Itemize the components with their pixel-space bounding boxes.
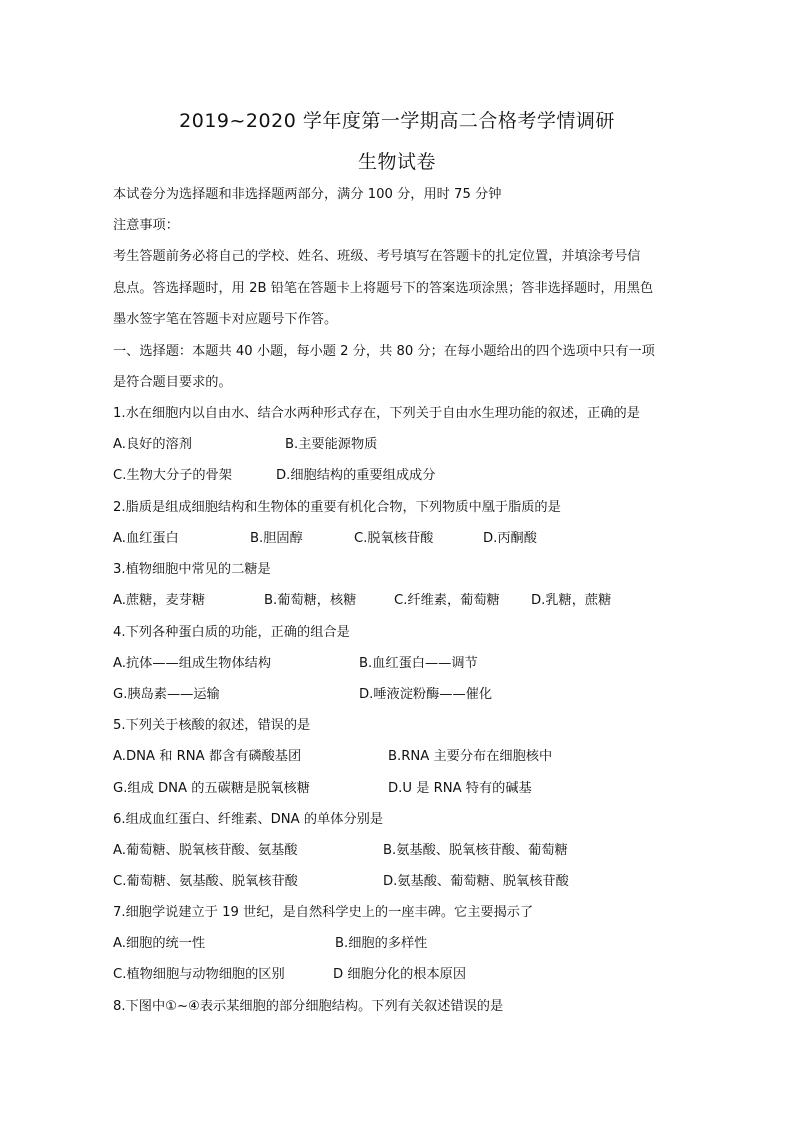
q2-option-b: B.胆固醇 [250, 531, 303, 546]
question-7-stem: 7.细胞学说建立于 19 世纪，是自然科学史上的一座丰碑。它主要揭示了 [113, 905, 534, 920]
section-heading-cont: 是符合题目要求的。 [113, 375, 232, 390]
q2-option-a: A.血红蛋白 [113, 531, 179, 546]
question-4-stem: 4.下列各种蛋白质的功能，正确的组合是 [113, 625, 350, 640]
q4-option-c: G.胰岛素——运输 [113, 687, 220, 702]
q5-option-a: A.DNA 和 RNA 都含有磷酸基团 [113, 749, 302, 764]
q4-option-d: D.唾液淀粉酶——催化 [359, 687, 493, 702]
notice-line: 息点。答选择题时，用 2B 铅笔在答题卡上将题号下的答案选项涂黑；答非选择题时，用黑色 [113, 281, 654, 296]
q3-option-d: D.乳糖，蔗糖 [531, 593, 612, 608]
q1-option-a: A.良好的溶剂 [113, 437, 192, 452]
q6-option-a: A.葡萄糖、脱氧核苷酸、氨基酸 [113, 843, 298, 858]
q6-option-c: C.葡萄糖、氨基酸、脱氧核苷酸 [113, 874, 298, 889]
q3-option-c: C.纤维素，葡萄糖 [394, 593, 500, 608]
exam-info: 本试卷分为选择题和非选择题两部分，满分 100 分，用时 75 分钟 [113, 187, 502, 202]
q6-option-b: B.氨基酸、脱氧核苷酸、葡萄糖 [383, 843, 568, 858]
section-heading: 一、选择题：本题共 40 小题，每小题 2 分，共 80 分；在每小题给出的四个选项中只有一项 [113, 344, 655, 359]
q5-option-d: D.U 是 RNA 特有的碱基 [388, 781, 532, 796]
q1-option-b: B.主要能源物质 [285, 437, 378, 452]
question-5-stem: 5.下列关于核酸的叙述，错误的是 [113, 718, 311, 733]
notice-heading: 注意事项： [113, 218, 179, 233]
q2-option-d: D.丙酮酸 [483, 531, 537, 546]
q7-option-b: B.细胞的多样性 [335, 936, 428, 951]
q7-option-a: A.细胞的统一性 [113, 936, 206, 951]
q5-option-b: B.RNA 主要分布在细胞核中 [388, 749, 553, 764]
q1-option-c: C.生物大分子的骨架 [113, 468, 232, 483]
question-2-stem: 2.脂质是组成细胞结构和生物体的重要有机化合物，下列物质中凰于脂质的是 [113, 500, 561, 515]
question-6-stem: 6.组成血红蛋白、纤维素、DNA 的单体分别是 [113, 812, 384, 827]
exam-title: 2019~2020 学年度第一学期高二合格考学情调研 [179, 110, 615, 132]
q6-option-d: D.氨基酸、葡萄糖、脱氧核苷酸 [383, 874, 569, 889]
q2-option-c: C.脱氧核苷酸 [354, 531, 434, 546]
q3-option-a: A.蔗糖，麦芽糖 [113, 593, 206, 608]
question-8-stem: 8.下图中①~④表示某细胞的部分细胞结构。下列有关叙述错误的是 [113, 999, 504, 1014]
exam-subtitle: 生物试卷 [357, 151, 436, 173]
question-3-stem: 3.植物细胞中常见的二糖是 [113, 562, 271, 577]
q4-option-a: A.抗体——组成生物体结构 [113, 656, 272, 671]
notice-line: 考生答题前务必将自己的学校、姓名、班级、考号填写在答题卡的扎定位置，并填涂考号信 [113, 249, 641, 264]
q4-option-b: B.血红蛋白——调节 [359, 656, 478, 671]
q1-option-d: D.细胞结构的重要组成成分 [276, 468, 436, 483]
q7-option-d: D 细胞分化的根本原因 [333, 967, 467, 982]
question-1-stem: 1.水在细胞内以自由水、结合水两种形式存在，下列关于自由水生理功能的叙述，正确的是 [113, 406, 640, 421]
q3-option-b: B.葡萄糖，核糖 [264, 593, 357, 608]
q7-option-c: C.植物细胞与动物细胞的区别 [113, 967, 285, 982]
q5-option-c: G.组成 DNA 的五碳糖是脱氧核糖 [113, 781, 310, 796]
notice-line: 墨水签字笔在答题卡对应题号下作答。 [113, 312, 338, 327]
